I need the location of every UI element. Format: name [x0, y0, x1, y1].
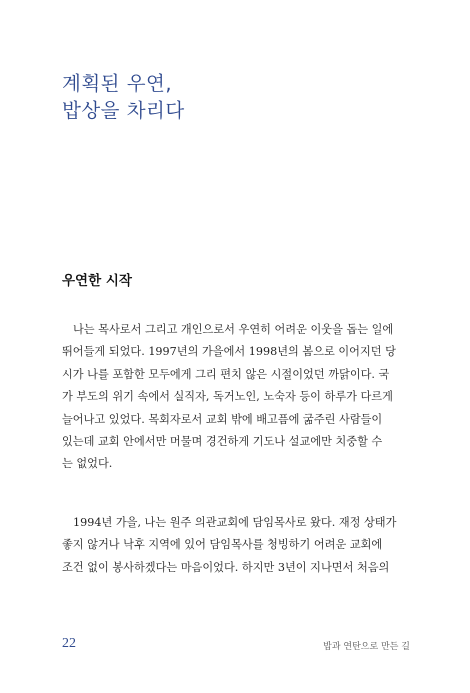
chapter-title: [62, 70, 185, 124]
paragraph-line: 나는 목사로서 그리고 개인으로서 우연히 어려운 이웃을 돕는 일에: [73, 323, 394, 336]
paragraph-line: 있는데 교회 안에서만 머물며 경건하게 기도나 설교에만 치중할 수: [62, 435, 383, 449]
chapter-title-line-2: 밥상을 차리다: [62, 99, 185, 122]
paragraph-line: 시가 나를 포함한 모두에게 그리 편치 않은 시절이었던 까닭이다. 국: [62, 367, 390, 381]
page-number: 22: [62, 636, 76, 651]
paragraph-line: 는 없었다.: [62, 457, 113, 471]
paragraph-line: 조건 없이 봉사하겠다는 마음이었다. 하지만 3년이 지나면서 처음의: [62, 560, 390, 574]
paragraph-line: 좋지 않거나 낙후 지역에 있어 담임목사를 청빙하기 어려운 교회에: [62, 538, 383, 552]
body-paragraph-2: [62, 512, 410, 579]
chapter-title-line-1: 계획된 우연,: [62, 72, 173, 95]
paragraph-line: 가 부도의 위기 속에서 실직자, 독거노인, 노숙자 등이 하루가 다르게: [62, 390, 393, 404]
section-heading: 우연한 시작: [62, 273, 132, 289]
paragraph-line: 뛰어들게 되었다. 1997년의 가을에서 1998년의 봄으로 이어지던 당: [62, 345, 396, 359]
paragraph-line: 늘어나고 있었다. 목회자로서 교회 밖에 배고픔에 굶주린 사람들이: [62, 412, 383, 426]
body-paragraph-1: [62, 319, 410, 476]
paragraph-line: 1994년 가을, 나는 원주 의관교회에 담임목사로 왔다. 재정 상태가: [73, 516, 397, 529]
running-footer-book-title: 밥과 연탄으로 만든 길: [323, 642, 410, 652]
